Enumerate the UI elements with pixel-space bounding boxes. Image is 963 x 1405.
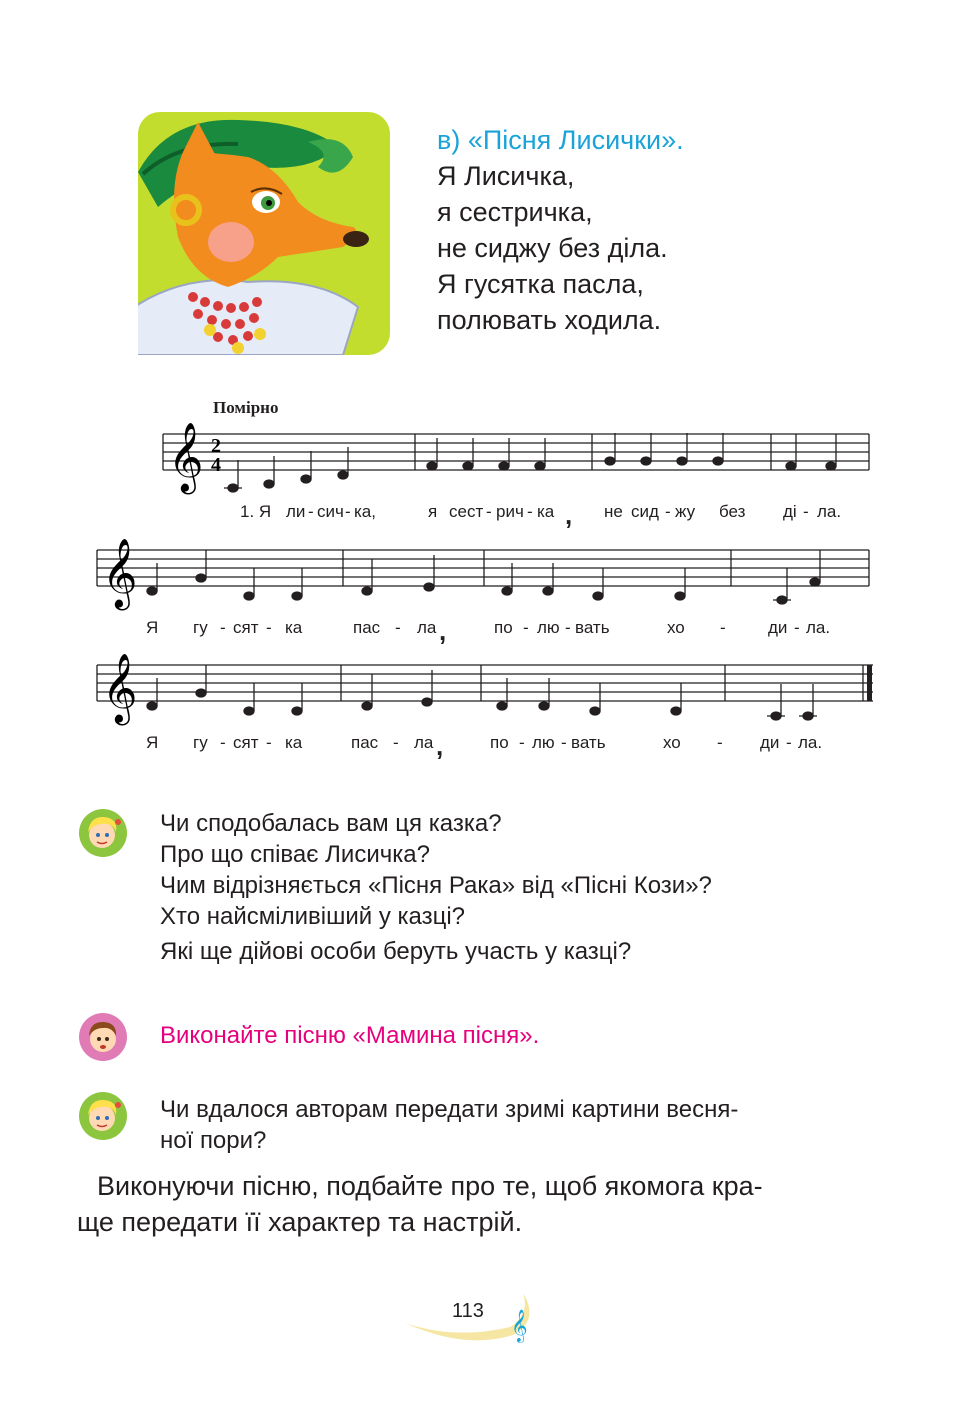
lyric-syllable: не bbox=[604, 502, 623, 521]
lyric-syllable: гу bbox=[193, 618, 208, 637]
notes-staff-1 bbox=[224, 433, 836, 492]
lyric-hyphen: - bbox=[519, 733, 525, 752]
treble-clef-icon: 𝄞 bbox=[511, 1309, 528, 1342]
lyric-syllable: я bbox=[428, 502, 438, 521]
staff-1 bbox=[163, 434, 869, 470]
treble-clef: 𝄞 bbox=[102, 653, 138, 723]
lyric-syllable: ла. bbox=[817, 502, 842, 521]
lyric-syllable: сят bbox=[233, 733, 259, 752]
boy-blond-icon bbox=[78, 1091, 128, 1141]
poem-line: не сиджу без діла. bbox=[437, 233, 668, 263]
lyric-hyphen: - bbox=[527, 502, 533, 521]
question-line: Чим відрізняється «Пісня Рака» від «Пісні Кози»? bbox=[160, 872, 712, 899]
lyric-syllable: ла. bbox=[806, 618, 831, 637]
lyric-hyphen: - bbox=[266, 733, 272, 752]
lyric-syllable: сят bbox=[233, 618, 259, 637]
lyric-hyphen: - bbox=[308, 502, 314, 521]
lyric-syllable: лю bbox=[537, 618, 560, 637]
lyric-syllable: хо bbox=[663, 733, 681, 752]
poem-line: Я Лисичка, bbox=[437, 161, 575, 191]
lyric-hyphen: - bbox=[395, 618, 401, 637]
lyric-syllable: пас bbox=[353, 618, 381, 637]
lyric-syllable: без bbox=[719, 502, 746, 521]
page-number: 113 bbox=[452, 1300, 484, 1322]
lyric-syllable: ді bbox=[783, 502, 797, 521]
question-line: Хто найсміливіший у казці? bbox=[160, 903, 466, 930]
lyric-syllable: ка, bbox=[354, 502, 376, 521]
lyric-syllable: сест bbox=[449, 502, 484, 521]
lyric-syllable: ка bbox=[285, 733, 303, 752]
question-line: Чи вдалося авторам передати зримі картини весня- bbox=[160, 1096, 739, 1123]
lyric-hyphen: - bbox=[266, 618, 272, 637]
lyric-syllable: по bbox=[490, 733, 509, 752]
poem-title: в) «Пісня Лисички». bbox=[437, 125, 684, 155]
poem-line: полювать ходила. bbox=[437, 305, 662, 335]
breath-mark: , bbox=[439, 616, 447, 646]
question-line: Чи сподобалась вам ця казка? bbox=[160, 810, 502, 837]
lyric-syllable: ди bbox=[768, 618, 788, 637]
instruction-paragraph bbox=[77, 1168, 763, 1240]
lyric-syllable: хо bbox=[667, 618, 685, 637]
paragraph-line: ще передати її характер та настрій. bbox=[77, 1207, 523, 1237]
treble-clef: 𝄞 bbox=[168, 422, 204, 492]
lyric-hyphen: - bbox=[794, 618, 800, 637]
lyric-syllable: Я bbox=[146, 733, 159, 752]
paragraph-line: Виконуючи пісню, подбайте про те, щоб якомога кра- bbox=[97, 1171, 763, 1201]
question-line: ної пори? bbox=[160, 1127, 267, 1154]
lyric-hyphen: - bbox=[720, 618, 726, 637]
questions-block-3 bbox=[160, 1094, 738, 1156]
lyric-hyphen: - bbox=[393, 733, 399, 752]
lyric-hyphen: - bbox=[786, 733, 792, 752]
lyric-syllable: Я bbox=[146, 618, 159, 637]
lyric-syllable: ди bbox=[760, 733, 780, 752]
task-sing-song: Виконайте пісню «Мамина пісня». bbox=[160, 1022, 540, 1049]
boy-brown-icon bbox=[78, 1012, 128, 1062]
lyric-syllable: ли bbox=[286, 502, 306, 521]
lyric-syllable: вать bbox=[575, 618, 610, 637]
lyric-syllable: ла. bbox=[798, 733, 823, 752]
final-barline bbox=[867, 665, 872, 701]
lyric-hyphen: - bbox=[486, 502, 492, 521]
staff-3 bbox=[97, 665, 873, 701]
staff-2 bbox=[97, 550, 869, 586]
lyric-syllable: сич bbox=[317, 502, 344, 521]
questions-block-1 bbox=[160, 808, 712, 967]
tempo-marking: Помірно bbox=[213, 398, 279, 417]
time-sig-top: 2 bbox=[211, 435, 221, 457]
lyric-syllable: ла bbox=[414, 733, 434, 752]
breath-mark: , bbox=[565, 500, 573, 530]
lyric-syllable: пас bbox=[351, 733, 379, 752]
lyric-syllable: 1. Я bbox=[240, 502, 272, 521]
lyric-syllable: жу bbox=[675, 502, 696, 521]
lyric-syllable: лю bbox=[532, 733, 555, 752]
poem-line: я сестричка, bbox=[437, 197, 593, 227]
lyric-hyphen: - bbox=[561, 733, 567, 752]
lyric-hyphen: - bbox=[220, 733, 226, 752]
lyric-syllable: ка bbox=[285, 618, 303, 637]
lyric-syllable: гу bbox=[193, 733, 208, 752]
treble-clef: 𝄞 bbox=[102, 538, 138, 608]
lyric-hyphen: - bbox=[345, 502, 351, 521]
lyric-syllable: по bbox=[494, 618, 513, 637]
question-line: Про що співає Лисичка? bbox=[160, 841, 430, 868]
lyric-hyphen: - bbox=[565, 618, 571, 637]
lyric-hyphen: - bbox=[803, 502, 809, 521]
lyric-syllable: ка bbox=[537, 502, 555, 521]
lyric-hyphen: - bbox=[220, 618, 226, 637]
question-line: Які ще дійові особи беруть участь у казці? bbox=[160, 938, 632, 965]
time-sig-bottom: 4 bbox=[211, 454, 221, 476]
lyric-syllable: вать bbox=[571, 733, 606, 752]
poem-line: Я гусятка пасла, bbox=[437, 269, 644, 299]
breath-mark: , bbox=[436, 731, 444, 761]
lyric-hyphen: - bbox=[523, 618, 529, 637]
lyric-syllable: рич bbox=[496, 502, 524, 521]
lyric-syllable: ла bbox=[417, 618, 437, 637]
lyric-hyphen: - bbox=[665, 502, 671, 521]
boy-blond-icon bbox=[78, 808, 128, 858]
lyric-hyphen: - bbox=[717, 733, 723, 752]
lyric-syllable: сид bbox=[631, 502, 659, 521]
